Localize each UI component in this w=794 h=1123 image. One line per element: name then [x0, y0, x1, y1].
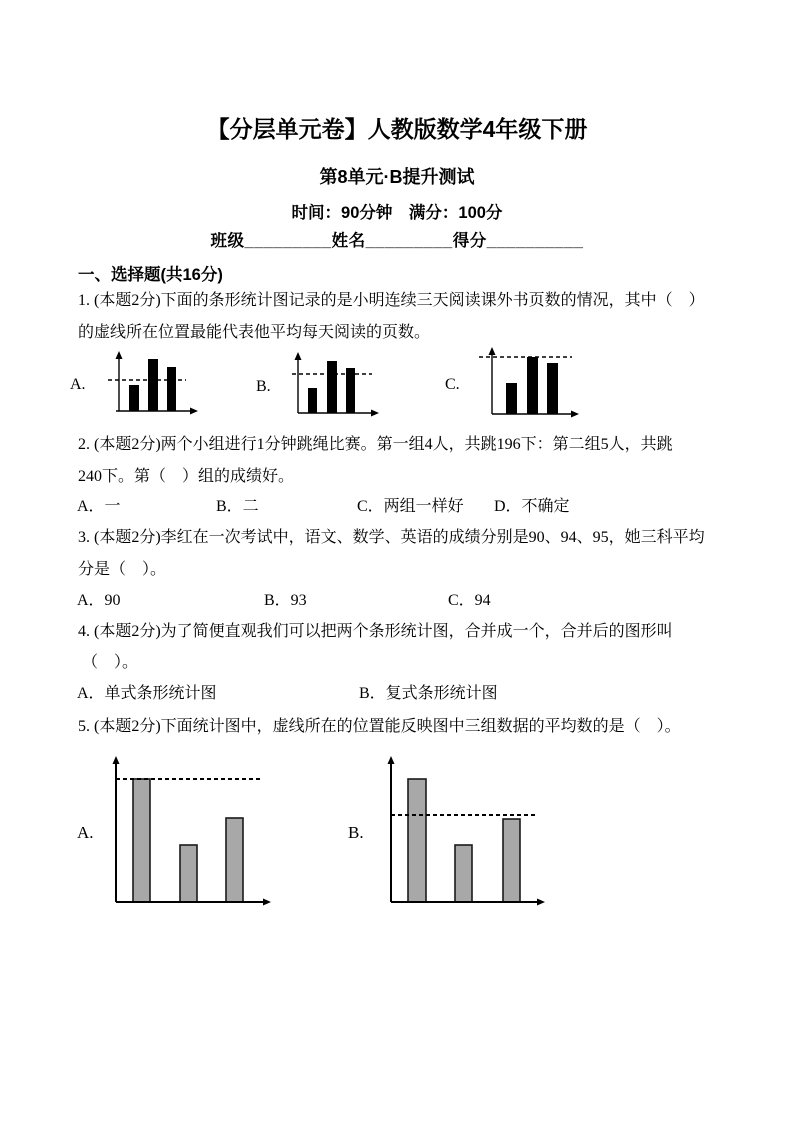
- question-1-line-2: 的虚线所在位置最能代表他平均每天阅读的页数。: [78, 324, 431, 341]
- q2-option-b: B．二: [216, 498, 259, 515]
- q1-chart-a-label: A.: [70, 376, 86, 393]
- q1-chart-c-label: C.: [445, 376, 460, 393]
- q1-chart-a: [70, 345, 205, 425]
- q5-chart-b: [380, 750, 555, 910]
- q5-chart-b-label: B.: [348, 823, 364, 842]
- question-2-line-2: 240下。第（ ）组的成绩好。: [78, 468, 295, 485]
- q2-option-a: A．一: [77, 498, 121, 515]
- q1-chart-a-svg: [70, 345, 205, 425]
- question-3-line-1: 3. (本题2分)李红在一次考试中，语文、数学、英语的成绩分别是90、94、95，她三科平均: [78, 529, 705, 546]
- q4-option-b: B．复式条形统计图: [359, 685, 498, 702]
- question-2-line-1: 2. (本题2分)两个小组进行1分钟跳绳比赛。第一组4人，共跳196下：第二组5人，共跳: [78, 436, 673, 453]
- q1-chart-b-label: B.: [256, 378, 271, 395]
- q1-chart-b: [285, 345, 385, 425]
- page-subtitle: 第8单元·B提升测试: [319, 167, 475, 187]
- page-title: 【分层单元卷】人教版数学4年级下册: [206, 116, 588, 142]
- q3-option-a: A．90: [77, 592, 121, 609]
- q5-chart-a-label: A.: [77, 823, 94, 842]
- q1-chart-c-svg: [470, 340, 585, 422]
- q3-option-b: B．93: [264, 592, 307, 609]
- q2-option-c: C．两组一样好: [357, 498, 464, 515]
- section-heading-choice: 一、选择题(共16分): [78, 266, 223, 284]
- q1-chart-b-svg: [285, 345, 385, 425]
- student-fields-row: 班级_________姓名_________得分__________: [210, 232, 584, 250]
- q1-chart-c: [470, 340, 585, 422]
- question-5-line-1: 5. (本题2分)下面统计图中，虚线所在的位置能反映图中三组数据的平均数的是（ ）。: [78, 718, 681, 735]
- question-4-line-2: （ ）。: [82, 654, 139, 671]
- q3-option-c: C．94: [448, 592, 491, 609]
- q5-chart-a: [105, 750, 280, 910]
- question-3-line-2: 分是（ ）。: [78, 561, 167, 578]
- q2-option-d: D．不确定: [494, 498, 570, 515]
- question-1-line-1: 1. (本题2分)下面的条形统计图记录的是小明连续三天阅读课外书页数的情况，其中（ ）: [78, 292, 705, 309]
- q5-chart-b-svg: [380, 750, 555, 910]
- question-4-line-1: 4. (本题2分)为了简便直观我们可以把两个条形统计图，合并成一个，合并后的图形叫: [78, 623, 673, 640]
- q4-option-a: A．单式条形统计图: [77, 685, 217, 702]
- q5-chart-a-svg: [105, 750, 280, 910]
- exam-time-score-info: 时间：90分钟 满分：100分: [291, 204, 503, 222]
